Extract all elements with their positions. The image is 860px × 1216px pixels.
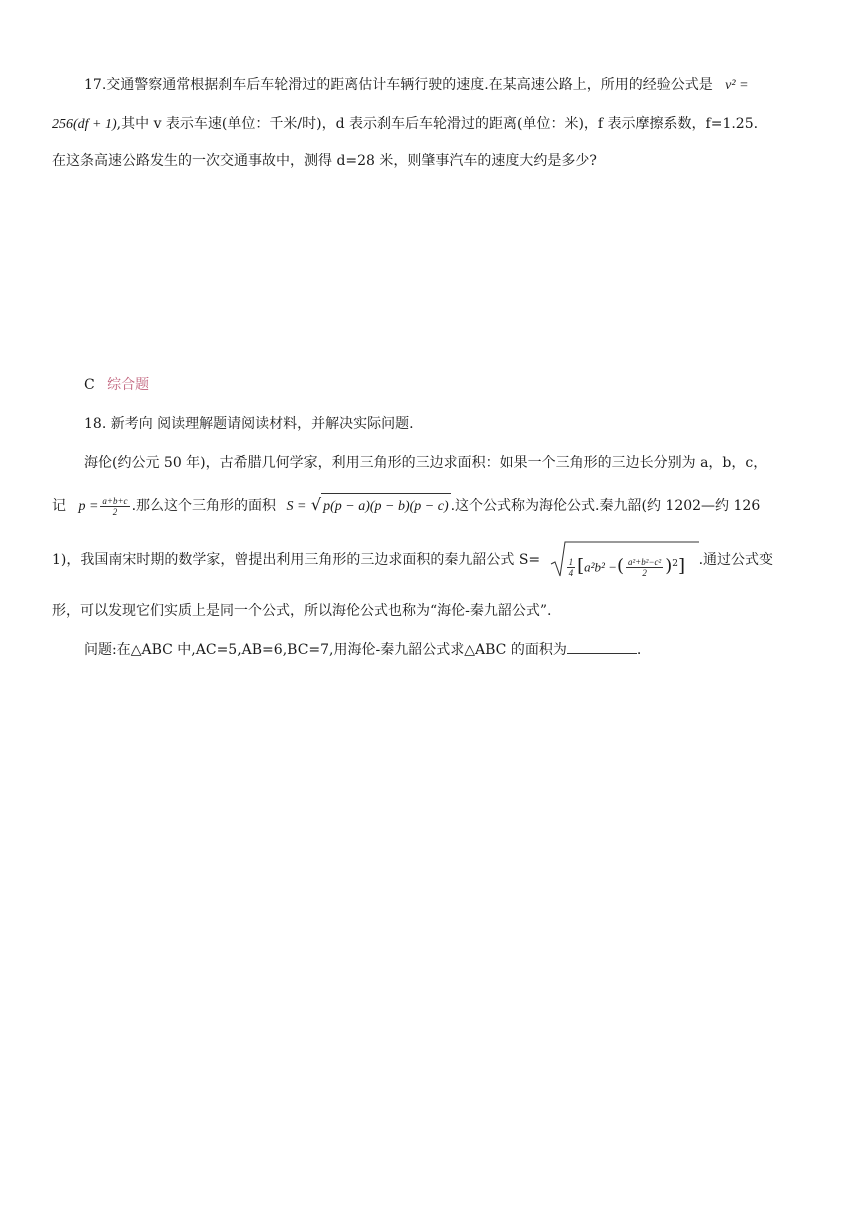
right-paren: ) — [665, 555, 673, 577]
sqrt-symbol: √ — [310, 495, 322, 514]
q17-line-2 — [52, 114, 758, 135]
right-bracket: ] — [678, 555, 686, 577]
qin-exponent: 2 — [672, 559, 678, 569]
heron-sqrt — [311, 492, 451, 520]
section-c-title: 综合题 — [107, 377, 150, 393]
q18-text-3b: .那么这个三角形的面积 — [131, 498, 277, 514]
q18-text-5: 形，可以发现它们实质上是同一个公式，所以海伦公式也称为“海伦-秦九韶公式”. — [52, 603, 552, 619]
q17-formula-v2: v² = — [725, 78, 749, 93]
q18-question-text: 问题:在△ABC 中,AC=5,AB=6,BC=7,用海伦-秦九韶公式求△ABC 的面积为 — [84, 642, 567, 658]
section-c-heading — [84, 375, 149, 395]
q18-line-1 — [84, 414, 414, 434]
q17-formula-256: 256(df + 1) — [52, 117, 117, 132]
answer-blank[interactable] — [567, 639, 637, 654]
q18-line-3 — [52, 492, 760, 520]
q18-text-4b: .通过公式变 — [698, 552, 774, 568]
q18-line-5 — [52, 601, 552, 621]
qin-inner-numerator: a²+b²−c² — [627, 557, 662, 568]
q18-text-4a: 1)，我国南宋时期的数学家，曾提出利用三角形的三边求面积的秦九韶公式 S= — [52, 552, 541, 568]
qin-inner-denominator: 2 — [642, 568, 647, 579]
p-fraction-numerator: a+b+c — [102, 495, 128, 506]
qin-quarter-numerator: 1 — [568, 557, 574, 568]
q18-question-end: . — [636, 642, 642, 658]
q17-line-1 — [84, 75, 749, 96]
qin-quarter — [567, 557, 576, 578]
q18-line-2 — [84, 453, 767, 473]
p-fraction — [100, 496, 129, 517]
heron-radicand: p(p − a)(p − b)(p − c) — [321, 493, 451, 520]
qin-inner-fraction — [626, 557, 663, 578]
q18-text-3a: 记 — [52, 498, 66, 514]
qin-quarter-denominator: 4 — [568, 568, 574, 579]
q17-text-3: 在这条高速公路发生的一次交通事故中，测得 d=28 米，则肇事汽车的速度大约是多少? — [52, 153, 597, 169]
q17-line-3 — [52, 151, 597, 171]
qin-sqrt — [549, 540, 699, 580]
p-equals: p = — [78, 499, 99, 514]
q18-text-1: 18. 新考向 阅读理解题请阅读材料，并解决实际问题. — [84, 416, 414, 432]
q18-line-4 — [52, 540, 773, 580]
q18-text-2: 海伦(约公元 50 年)，古希腊几何学家，利用三角形的三边求面积：如果一个三角形的三边长分别为 a，b，c， — [84, 455, 768, 471]
s-equals: S = — [286, 499, 307, 514]
q18-question — [84, 639, 641, 660]
p-fraction-denominator: 2 — [112, 506, 118, 517]
section-c-letter: C — [84, 377, 95, 393]
qin-a2b2: a²b² − — [584, 559, 617, 575]
q17-text-2: ,其中 v 表示车速(单位：千米/时)，d 表示刹车后车轮滑过的距离(单位：米)，f 表示摩擦系数，f=1.25. — [116, 116, 759, 132]
q17-text-1: 17.交通警察通常根据刹车后车轮滑过的距离估计车辆行驶的速度.在某高速公路上，所用的经验公式是 — [84, 77, 713, 93]
q18-text-3c: .这个公式称为海伦公式.秦九韶(约 1202—约 126 — [450, 498, 761, 514]
qin-radicand — [565, 544, 685, 588]
left-paren: ( — [616, 555, 624, 577]
left-bracket: [ — [577, 555, 585, 577]
